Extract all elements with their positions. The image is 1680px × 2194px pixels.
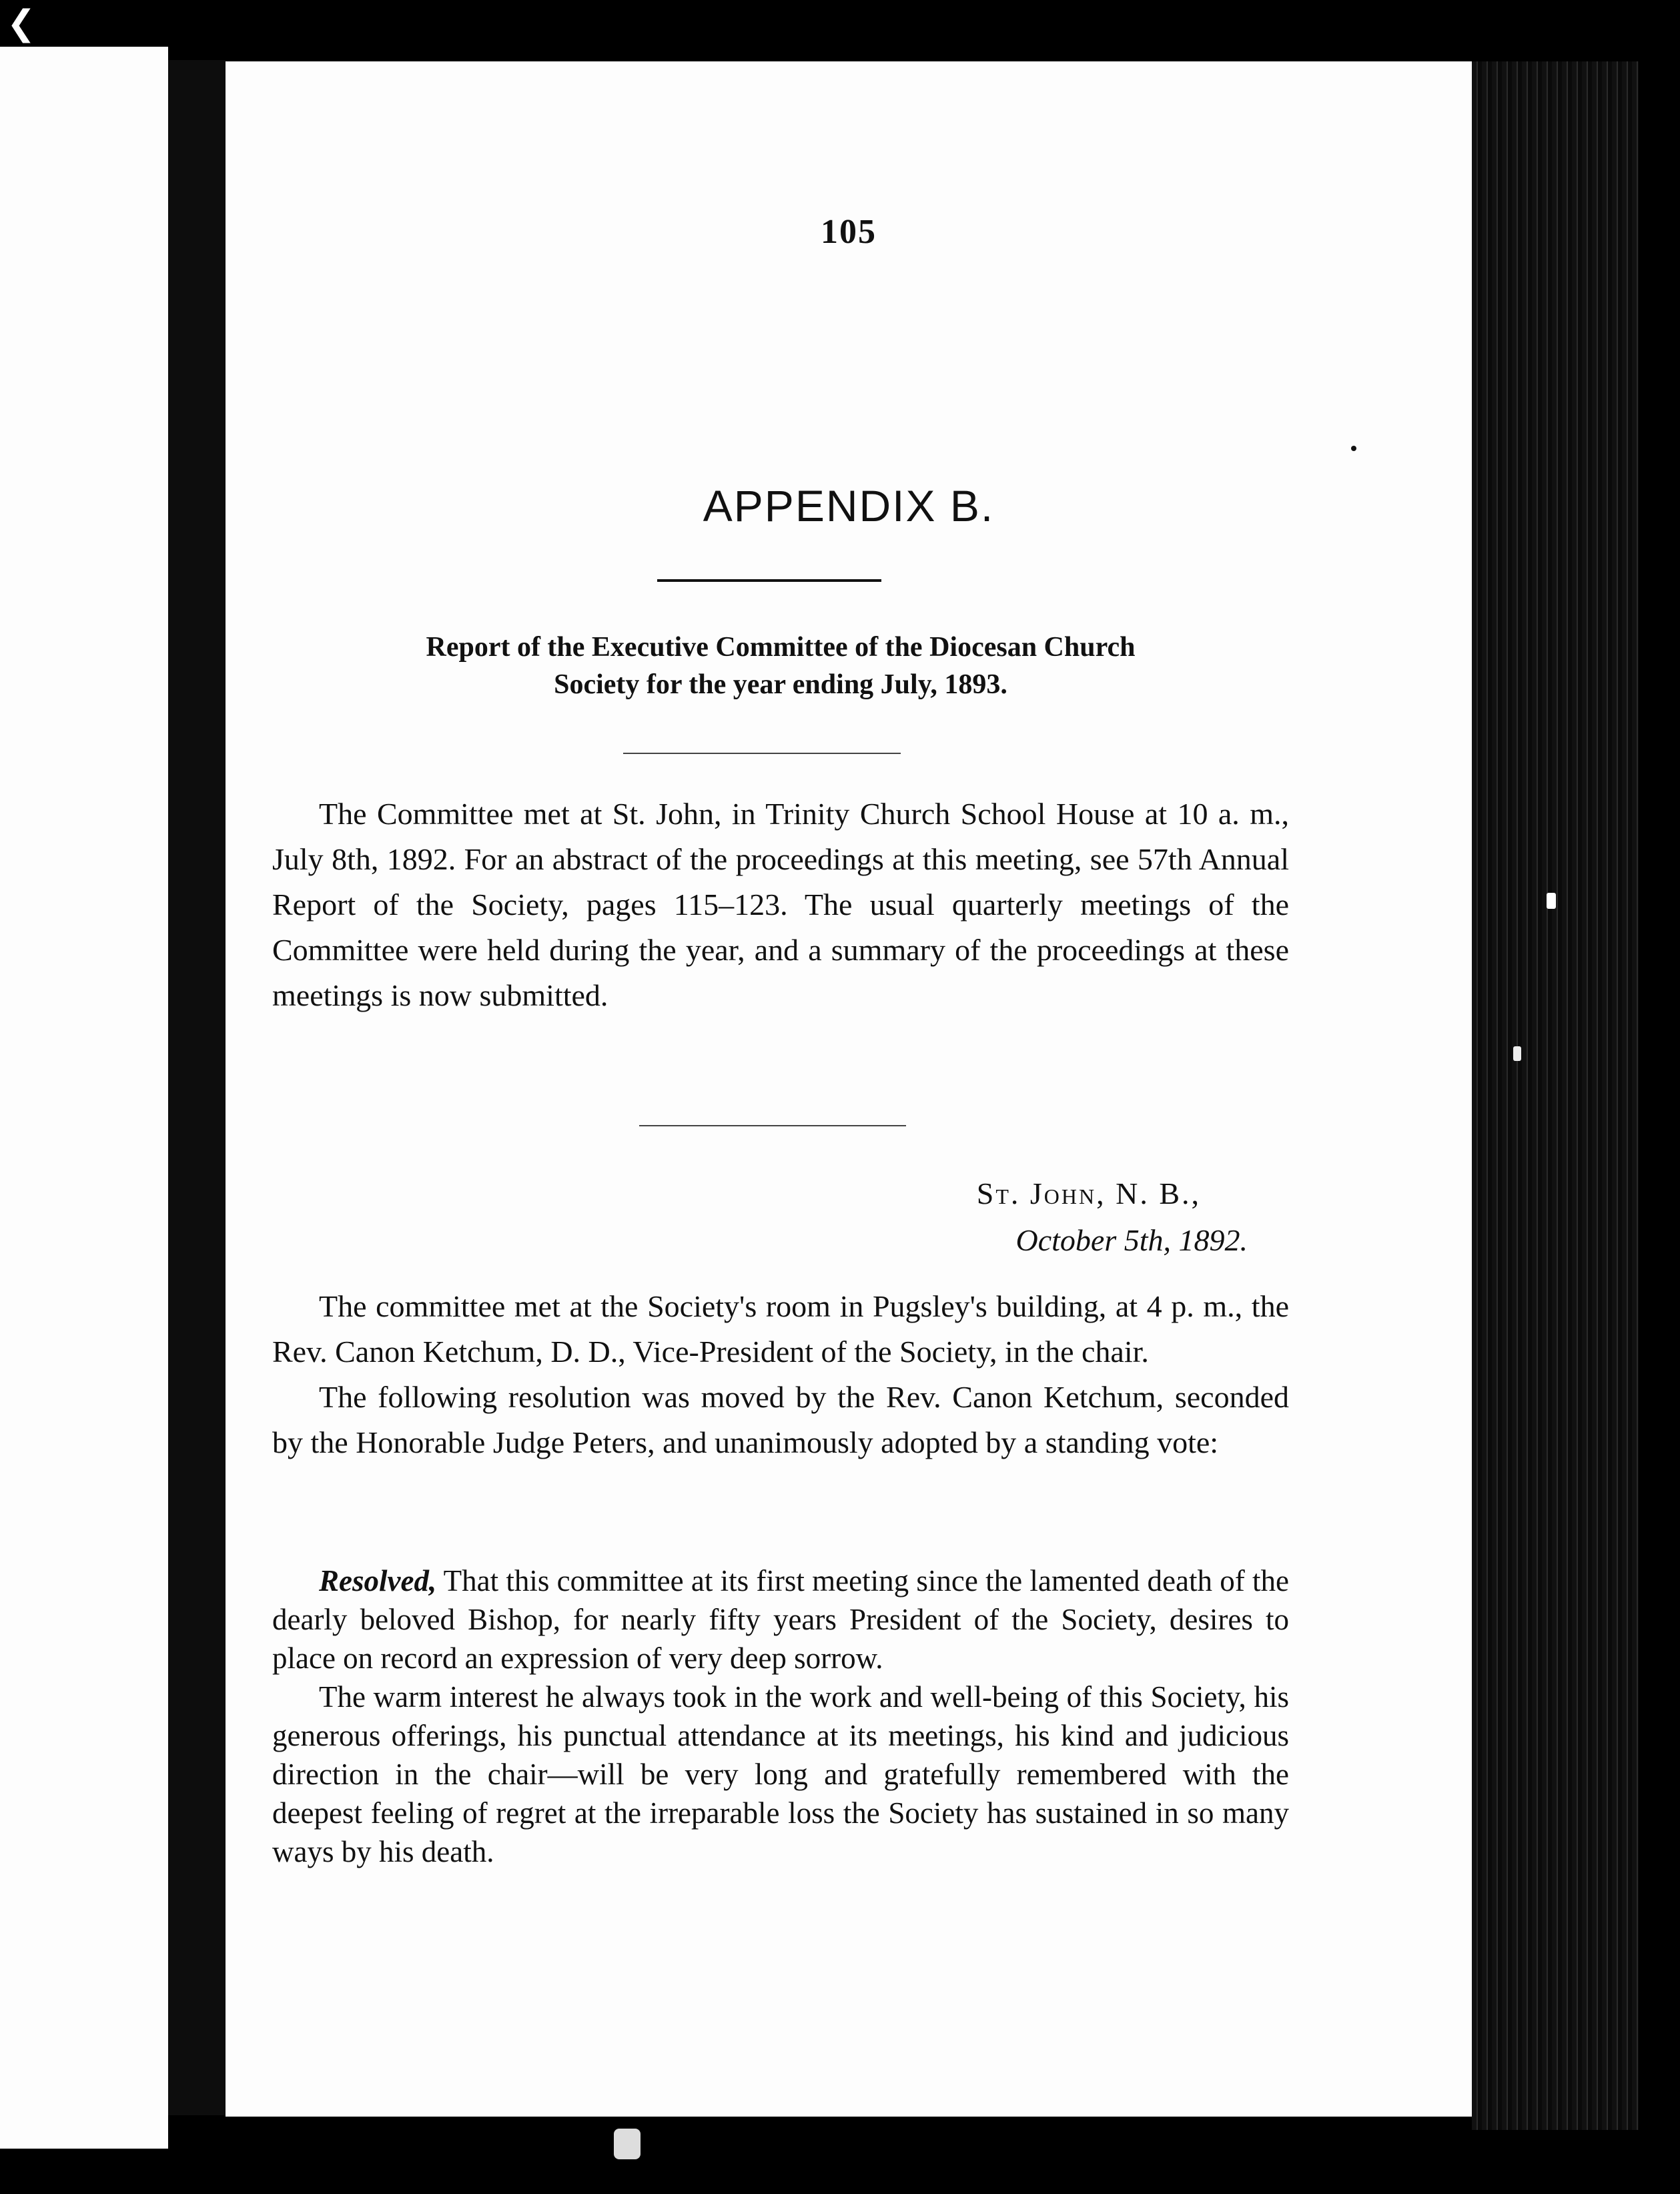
left-page-margin	[0, 47, 168, 2149]
page-edges	[1472, 61, 1639, 2130]
title-rule	[657, 579, 881, 582]
report-heading-line-2: Society for the year ending July, 1893.	[554, 669, 1007, 700]
report-heading	[267, 629, 1294, 703]
scan-speck	[1547, 893, 1556, 909]
resolved-body: That this committee at its first meeting since the lamented death of the dearly beloved Bishop, for nearly fifty years President of the Society, desires to place on record an expression of very deep sorrow.	[272, 1564, 1289, 1675]
meeting-place: St. John, N. B.,	[976, 1176, 1201, 1210]
resolution-text	[272, 1561, 1289, 1678]
intro-paragraph-text: The Committee met at St. John, in Trinity Church School House at 10 a. m., July 8th, 1892. For an abstract of the proceedings at this meeting, see 57th Annual Report of the Society, pages 115–123. The usual quarterly meetings of the Committee were held during the year, and a summary of the proceedings at these meetings is now submitted.	[272, 797, 1289, 1012]
meeting-paragraph	[272, 1284, 1289, 1465]
scan-speck	[1513, 1046, 1521, 1061]
intro-paragraph	[272, 791, 1289, 1018]
scan-speck	[1351, 446, 1356, 451]
resolution-paragraph	[272, 1561, 1289, 1871]
meeting-paragraph-1: The committee met at the Society's room in Pugsley's building, at 4 p. m., the Rev. Canon Ketchum, D. D., Vice-President of the Society, in the chair.	[272, 1289, 1289, 1369]
section-rule	[623, 753, 901, 754]
resolved-label: Resolved,	[319, 1564, 437, 1597]
page-number: 105	[821, 213, 877, 251]
meeting-paragraph-2: The following resolution was moved by the Rev. Canon Ketchum, seconded by the Honorable Judge Peters, and unanimously adopted by a standing vote:	[272, 1380, 1289, 1459]
corner-arrow-icon: ❮	[7, 3, 36, 43]
report-heading-line-1: Report of the Executive Committee of the Diocesan Church	[426, 632, 1136, 663]
meeting-paragraph-4: The warm interest he always took in the work and well-being of this Society, his generous offerings, his punctual attendance at its meetings, his kind and judicious direction in the chair—will be very long and gratefully remembered with the deepest feeling of regret at the irreparable loss the Society has sustained in so many ways by his death.	[272, 1680, 1289, 1868]
meeting-date: October 5th, 1892.	[1015, 1223, 1248, 1257]
book-binding	[168, 60, 227, 2115]
scan-speck	[614, 2129, 641, 2159]
appendix-title: APPENDIX B.	[703, 481, 995, 530]
section-rule	[639, 1125, 906, 1126]
